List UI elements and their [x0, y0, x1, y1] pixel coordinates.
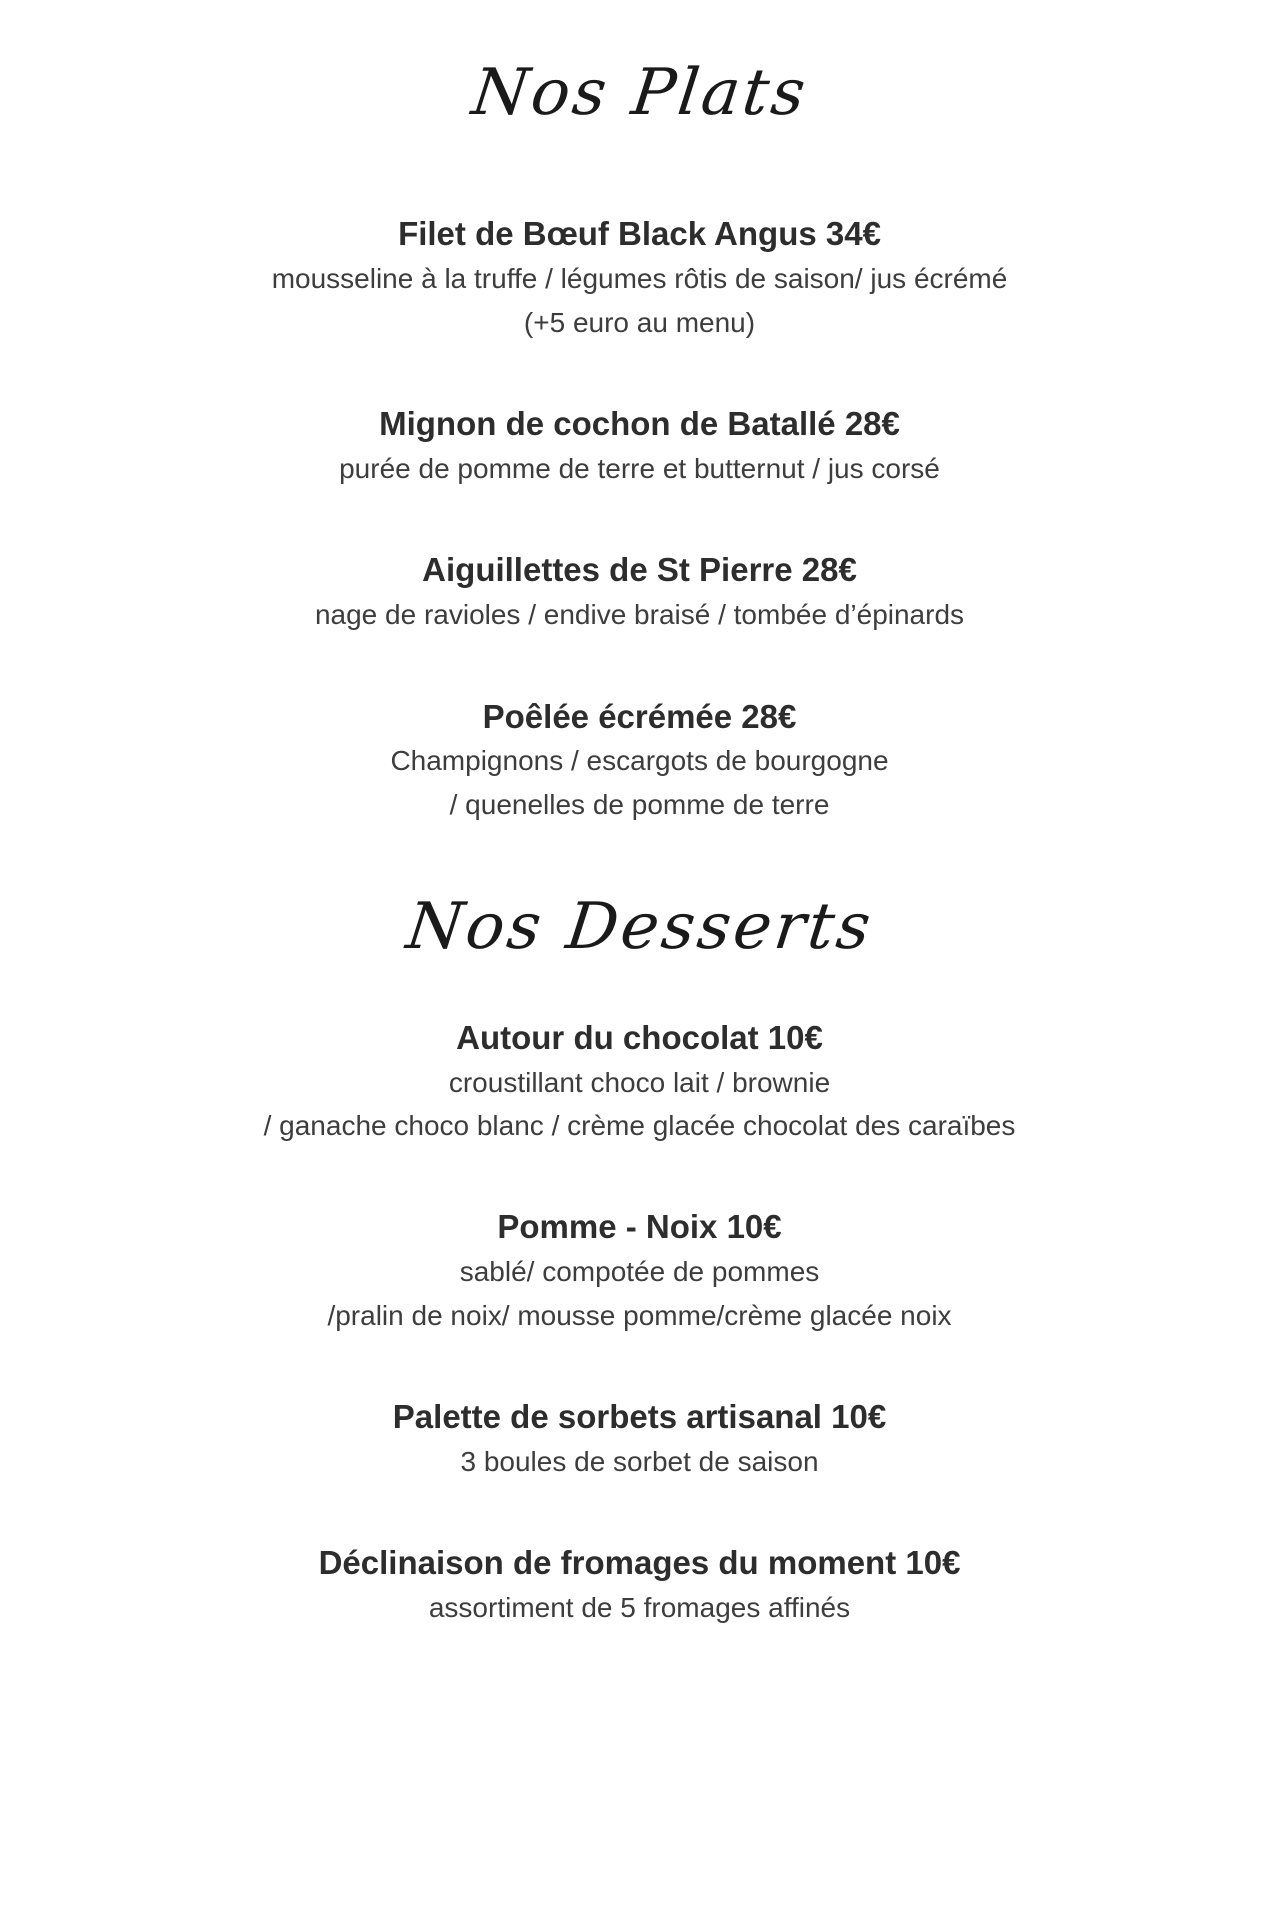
menu-item-autour-du-chocolat — [65, 1016, 1215, 1148]
section-heading-nos-plats: Nos Plats — [467, 56, 812, 130]
menu-item-filet-de-boeuf — [65, 212, 1215, 344]
menu-item-pomme-noix — [65, 1205, 1215, 1337]
dish-name: Palette de sorbets artisanal 10€ — [392, 1397, 887, 1435]
section-desserts — [65, 884, 1215, 1629]
dish-description: croustillant choco lait / brownie — [448, 1066, 831, 1098]
menu-item-declinaison-de-fromages — [65, 1541, 1215, 1629]
dish-menu-note: (+5 euro au menu) — [523, 306, 756, 338]
dish-description: mousseline à la truffe / légumes rôtis de saison/ jus écrémé — [271, 263, 1008, 295]
dish-description: / ganache choco blanc / crème glacée chocolat des caraïbes — [263, 1109, 1016, 1141]
dish-name: Déclinaison de fromages du moment 10€ — [318, 1544, 961, 1582]
dish-description: purée de pomme de terre et butternut / jus corsé — [339, 452, 940, 484]
dish-name: Poêlée écrémée 28€ — [482, 697, 797, 735]
section-heading-nos-desserts: Nos Desserts — [402, 890, 877, 965]
dish-name: Filet de Bœuf Black Angus 34€ — [398, 215, 881, 253]
section-plats — [65, 50, 1215, 826]
dish-description: /pralin de noix/ mousse pomme/crème glacée noix — [327, 1299, 952, 1331]
dish-description: nage de ravioles / endive braisé / tombée d’épinards — [314, 599, 965, 631]
dish-name: Pomme - Noix 10€ — [497, 1208, 782, 1246]
dish-name: Mignon de cochon de Batallé 28€ — [379, 405, 900, 443]
menu-item-mignon-de-cochon — [65, 402, 1215, 490]
menu-page — [65, 0, 1215, 1629]
dish-name: Autour du chocolat 10€ — [456, 1018, 823, 1056]
dish-name: Aiguillettes de St Pierre 28€ — [422, 551, 857, 589]
dish-description: sablé/ compotée de pommes — [459, 1256, 820, 1288]
dish-description: Champignons / escargots de bourgogne — [390, 745, 889, 777]
menu-item-aiguillettes-st-pierre — [65, 548, 1215, 636]
dish-description: 3 boules de sorbet de saison — [460, 1445, 819, 1477]
dish-description: / quenelles de pomme de terre — [449, 788, 830, 820]
menu-item-palette-de-sorbets — [65, 1395, 1215, 1483]
dish-description: assortiment de 5 fromages affinés — [428, 1592, 851, 1624]
menu-item-poelee-ecremee — [65, 695, 1215, 827]
